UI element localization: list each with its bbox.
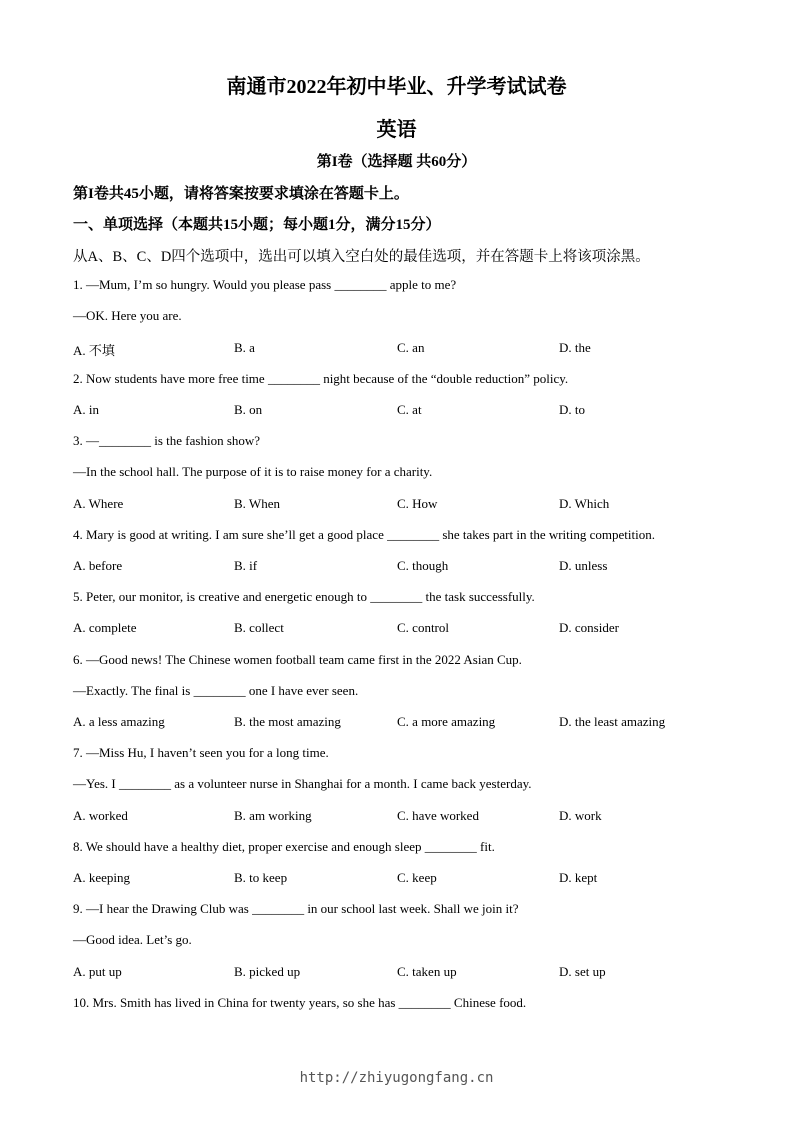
option-b: B. if — [234, 558, 258, 573]
question-10-stem: 10. Mrs. Smith has lived in China for twenty years, so she has ________ Chinese food. — [73, 995, 527, 1010]
question-1-options — [73, 340, 723, 358]
question-3-reply: —In the school hall. The purpose of it is to raise money for a charity. — [73, 464, 433, 479]
option-a: A. Where — [73, 496, 124, 511]
option-d: D. work — [559, 808, 602, 823]
question-9-stem: 9. —I hear the Drawing Club was ________ in our school last week. Shall we join it? — [73, 901, 519, 916]
option-a: A. 不填 — [73, 343, 115, 358]
option-b: B. When — [234, 496, 280, 511]
question-2-options — [73, 402, 723, 420]
subject-title: 英语 — [376, 119, 417, 141]
option-a: A. a less amazing — [73, 714, 165, 729]
option-d: D. the least amazing — [559, 714, 666, 729]
option-c: C. keep — [397, 870, 437, 885]
option-d: D. Which — [559, 496, 610, 511]
option-a: A. in — [73, 402, 99, 417]
question-1-stem: 1. —Mum, I’m so hungry. Would you please pass ________ apple to me? — [73, 277, 457, 292]
option-c: C. have worked — [397, 808, 479, 823]
question-9-reply: —Good idea. Let’s go. — [73, 932, 192, 947]
option-b: B. picked up — [234, 964, 301, 979]
option-c: C. a more amazing — [397, 714, 496, 729]
question-6-reply: —Exactly. The final is ________ one I have ever seen. — [73, 683, 359, 698]
option-a: A. before — [73, 558, 123, 573]
part-instruction: 第I卷共45小题，请将答案按要求填涂在答题卡上。 — [73, 186, 409, 202]
option-a: A. put up — [73, 964, 122, 979]
question-4-stem: 4. Mary is good at writing. I am sure she’ll get a good place ________ she takes part in the writing competition. — [73, 527, 655, 542]
question-8-stem: 8. We should have a healthy diet, proper exercise and enough sleep ________ fit. — [73, 839, 495, 854]
section-title: 第I卷（选择题 共60分） — [316, 154, 477, 170]
option-c: C. taken up — [397, 964, 457, 979]
question-8-options — [73, 870, 723, 888]
question-2-stem: 2. Now students have more free time ________ night because of the “double reduction” policy. — [73, 371, 569, 386]
option-b: B. the most amazing — [234, 714, 341, 729]
option-d: D. unless — [559, 558, 608, 573]
question-7-stem: 7. —Miss Hu, I haven’t seen you for a long time. — [73, 745, 329, 760]
question-7-options — [73, 808, 723, 826]
option-b: B. am working — [234, 808, 312, 823]
option-d: D. consider — [559, 620, 619, 635]
option-d: D. set up — [559, 964, 606, 979]
section-heading: 一、单项选择（本题共15小题；每小题1分，满分15分） — [73, 217, 441, 233]
question-4-options — [73, 558, 723, 576]
option-d: D. the — [559, 340, 591, 355]
question-6-options — [73, 714, 723, 732]
option-a: A. complete — [73, 620, 137, 635]
question-5-options — [73, 620, 723, 638]
question-5-stem: 5. Peter, our monitor, is creative and energetic enough to ________ the task successfully. — [73, 589, 535, 604]
question-6-stem: 6. —Good news! The Chinese women football team came first in the 2022 Asian Cup. — [73, 652, 522, 667]
question-3-stem: 3. —________ is the fashion show? — [73, 433, 261, 448]
option-a: A. keeping — [73, 870, 131, 885]
exam-title: 南通市2022年初中毕业、升学考试试卷 — [226, 76, 567, 98]
option-b: B. to keep — [234, 870, 288, 885]
option-c: C. control — [397, 620, 449, 635]
question-3-options — [73, 496, 723, 514]
option-b: B. collect — [234, 620, 284, 635]
question-9-options — [73, 964, 723, 982]
option-c: C. though — [397, 558, 449, 573]
option-c: C. an — [397, 340, 425, 355]
option-b: B. on — [234, 402, 263, 417]
option-c: C. at — [397, 402, 422, 417]
direction-text: 从A、B、C、D四个选项中，选出可以填入空白处的最佳选项，并在答题卡上将该项涂黑。 — [73, 249, 650, 265]
question-7-reply: —Yes. I ________ as a volunteer nurse in Shanghai for a month. I came back yesterday. — [73, 776, 532, 791]
option-d: D. kept — [559, 870, 598, 885]
footer-url: http://zhiyugongfang.cn — [299, 1070, 494, 1086]
option-c: C. How — [397, 496, 438, 511]
option-a: A. worked — [73, 808, 128, 823]
option-d: D. to — [559, 402, 585, 417]
question-1-reply: —OK. Here you are. — [73, 308, 182, 323]
option-b: B. a — [234, 340, 255, 355]
